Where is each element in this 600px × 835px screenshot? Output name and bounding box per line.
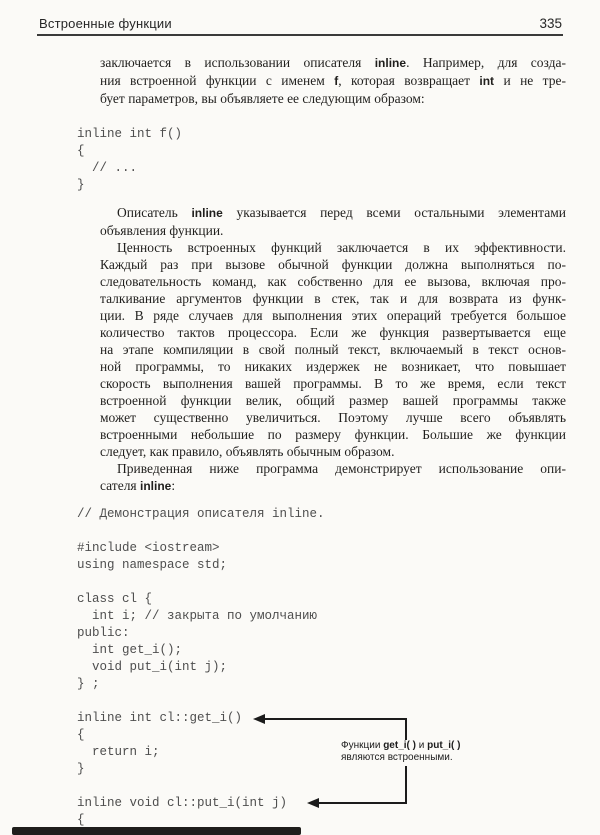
code-line: #include <iostream> — [77, 541, 220, 555]
annotation-prefix: Функции — [341, 740, 384, 751]
text-run: объявления функции. — [100, 223, 224, 238]
text-line — [100, 324, 566, 341]
callout-arrow-top-line — [265, 718, 407, 720]
text-line — [100, 307, 566, 324]
text-line — [100, 239, 566, 256]
running-head: Встроенные функции — [39, 16, 172, 31]
text-line — [100, 477, 566, 495]
text-run: : — [171, 478, 176, 493]
keyword-bold: inline — [191, 206, 223, 220]
text-run: талкивание аргументов функции в стек, так и для возврата из функ- — [100, 291, 566, 306]
text-line — [100, 392, 566, 409]
text-line — [100, 409, 566, 426]
code-line — [77, 693, 600, 710]
code-line: // ... — [77, 161, 138, 175]
paragraph-specifier — [100, 204, 566, 239]
text-run: может существенно увеличиться. Поэтому лучше всего объявлять — [100, 410, 566, 425]
code-line: { — [77, 813, 85, 827]
text-run: , которая возвращает — [338, 73, 480, 88]
text-line — [100, 54, 566, 72]
code-line: using namespace std; — [77, 558, 228, 572]
code-line: } ; — [77, 677, 100, 691]
text-run: . Например, для созда- — [406, 55, 566, 70]
text-run: скорость выполнения вашей программы. В то же время, если текст — [100, 376, 566, 391]
text-line — [100, 460, 566, 477]
text-run: бует параметров, вы объявляете ее следующим образом: — [100, 91, 425, 106]
annotation-line2: являются встроенными. — [341, 752, 453, 763]
code-line: return i; — [77, 745, 160, 759]
code-line: class cl { — [77, 592, 153, 606]
text-line — [100, 341, 566, 358]
code-line: public: — [77, 626, 130, 640]
text-run: ной программы, то никаких издержек не возникает, что повышает — [100, 359, 566, 374]
code-line: inline int f() — [77, 127, 183, 141]
code-line: inline void cl::put_i(int j) — [77, 796, 288, 810]
text-run: встроенной функции велик, общий размер вашей программы также — [100, 393, 566, 408]
header-rule — [37, 34, 563, 36]
text-line — [100, 375, 566, 392]
text-line — [100, 222, 566, 239]
paragraph-intro — [100, 54, 566, 107]
callout-connector-upper — [405, 718, 407, 740]
put-i-function-name: put_i( ) — [427, 740, 461, 751]
text-run: встроенными небольшие по размеру функции. Большие же функции — [100, 427, 566, 442]
code-line: int i; // закрыта по умолчанию — [77, 609, 318, 623]
code-line: { — [77, 728, 85, 742]
annotation-line1 — [341, 740, 541, 752]
paragraph-value-of-inline — [100, 239, 566, 460]
text-run: сателя — [100, 478, 141, 493]
keyword-bold: int — [479, 74, 495, 88]
text-run: указывается перед всеми остальными элементами — [222, 205, 566, 220]
callout-arrow-bottom-line — [319, 802, 407, 804]
text-line — [100, 204, 566, 222]
keyword-bold: inline — [374, 56, 407, 70]
annotation-callout — [341, 740, 541, 764]
text-line — [100, 273, 566, 290]
text-line — [100, 90, 566, 107]
text-run: количество тактов процессора. Если же функция развертывается еще — [100, 325, 566, 340]
text-run: Описатель — [117, 205, 192, 220]
page-header — [0, 0, 600, 31]
code-line: } — [77, 762, 85, 776]
code-line: inline int cl::get_i() — [77, 711, 243, 725]
code-line — [77, 574, 600, 591]
annotation-conjunction: и — [415, 740, 428, 751]
keyword-bold: inline — [140, 479, 172, 493]
code-line: { — [77, 144, 85, 158]
text-run: Приведенная ниже программа демонстрирует использование опи- — [117, 461, 566, 476]
scan-artifact-bar — [12, 827, 301, 835]
text-line — [100, 443, 566, 460]
text-run: на этапе компиляции в свой полный текст, включаемый в текст основ- — [100, 342, 566, 357]
get-i-function-name: get_i( ) — [383, 740, 416, 751]
paragraph-program-intro — [100, 460, 566, 495]
text-run: Ценность встроенных функций заключается в их эффективности. — [117, 240, 566, 255]
text-line — [100, 72, 566, 90]
code-snippet-program — [77, 506, 600, 829]
callout-connector-lower — [405, 766, 407, 804]
text-run: и не тре- — [494, 73, 566, 88]
text-run: заключается в использовании описателя — [100, 55, 375, 70]
code-line: int get_i(); — [77, 643, 183, 657]
page-number: 335 — [539, 16, 562, 31]
code-line — [77, 778, 600, 795]
code-snippet-inline-f — [77, 126, 600, 194]
text-line — [100, 426, 566, 443]
text-line — [100, 256, 566, 273]
text-run: ния встроенной функции с именем — [100, 73, 335, 88]
code-line — [77, 523, 600, 540]
arrowhead-left-icon — [307, 798, 319, 808]
text-run: Каждый раз при вызове обычной функции должна выполняться по- — [100, 257, 566, 272]
text-run: ции. В ряде случаев для выполнения этих операций требуется большое — [100, 308, 566, 323]
text-line — [100, 290, 566, 307]
code-line: } — [77, 178, 85, 192]
keyword-bold: f — [334, 74, 339, 88]
text-line — [100, 358, 566, 375]
arrowhead-left-icon — [253, 714, 265, 724]
code-line: // Демонстрация описателя inline. — [77, 507, 325, 521]
text-run: следовательность команд, как собственно для ее вызова, включая про- — [100, 274, 566, 289]
text-run: следует, как правило, объявлять обычным образом. — [100, 444, 395, 459]
code-line: void put_i(int j); — [77, 660, 228, 674]
